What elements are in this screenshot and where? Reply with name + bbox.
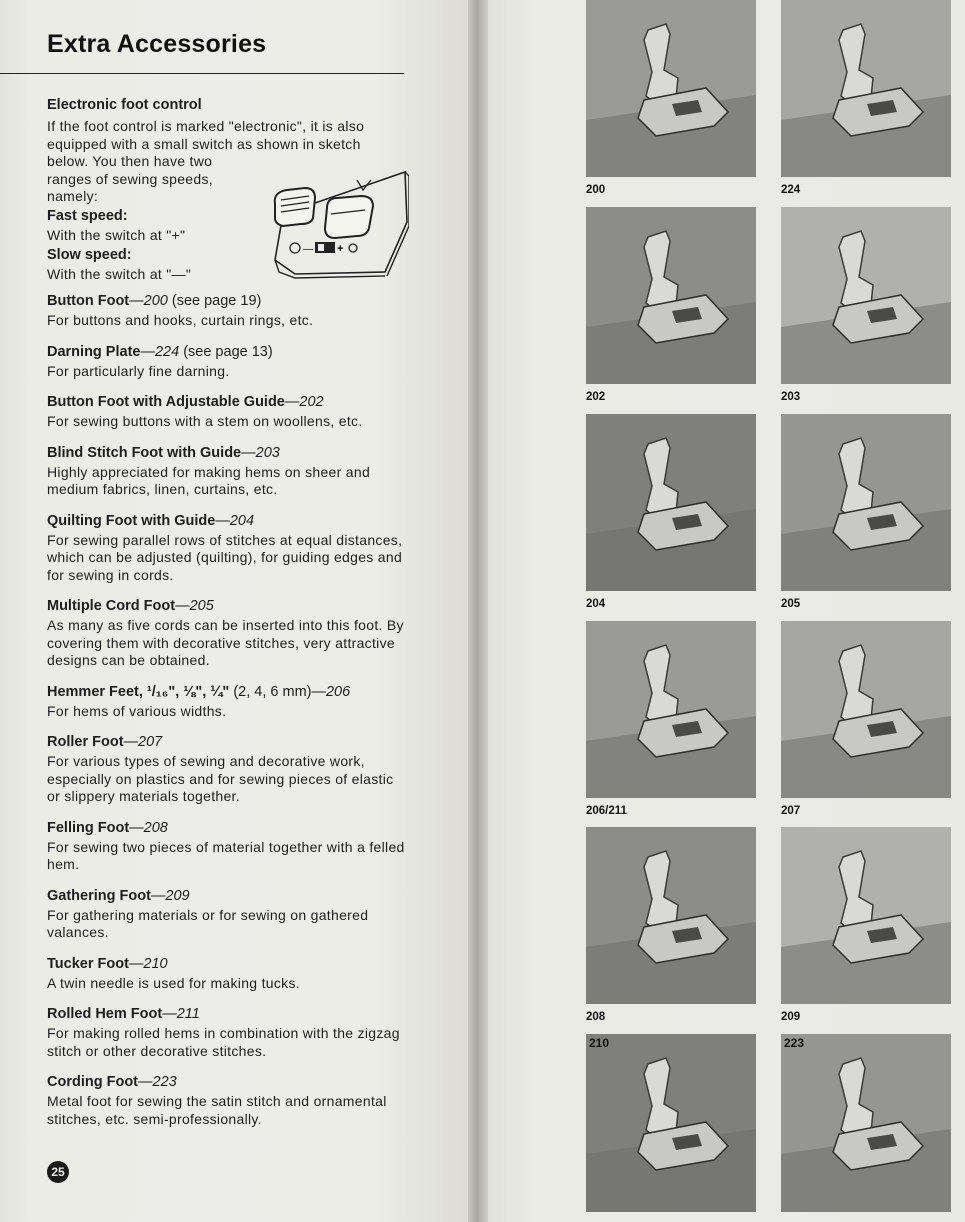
right-page — [488, 0, 965, 1222]
foot-control-sketch — [265, 162, 409, 280]
accessory-name: Cording Foot — [47, 1074, 139, 1090]
accessory-description: For sewing two pieces of material together with a felled hem. — [47, 838, 405, 872]
accessory-number: —205 — [175, 598, 214, 614]
photo-label: 210 — [589, 1036, 610, 1050]
accessory-name: Quilting Foot with Guide — [47, 512, 216, 529]
accessory-heading — [47, 597, 409, 615]
accessory-entry — [47, 955, 409, 993]
accessory-name: Multiple Cord Foot — [47, 598, 176, 614]
page-number: 25 — [47, 1161, 69, 1183]
photo-label: 208 — [586, 1011, 606, 1023]
accessory-photo-tile — [586, 414, 756, 621]
accessory-name: Blind Stitch Foot with Guide — [47, 444, 242, 461]
accessory-number: —200 — [129, 293, 168, 309]
accessory-name: Gathering Foot — [47, 887, 151, 904]
felling-foot-photo — [586, 827, 756, 1004]
fast-speed-label: Fast speed: — [47, 208, 128, 224]
multiple-cord-foot-photo — [781, 414, 951, 591]
accessory-number: —206 — [311, 683, 351, 700]
accessory-entry — [47, 343, 409, 381]
speed-switch — [290, 242, 357, 255]
title-rule — [0, 73, 404, 74]
gathering-foot-photo — [781, 827, 951, 1004]
accessory-photo-tile — [781, 621, 951, 828]
accessory-number: —208 — [129, 819, 168, 836]
accessory-number: —211 — [162, 1006, 200, 1022]
photo-label: 224 — [781, 184, 801, 196]
slow-speed-label: Slow speed: — [47, 247, 132, 263]
accessory-name: Rolled Hem Foot — [47, 1006, 163, 1022]
accessory-description: For particularly fine darning. — [47, 362, 230, 379]
accessory-name: Roller Foot — [47, 734, 124, 750]
electronic-intro-continued: below. You then have two ranges of sewing speeds, namely: — [47, 153, 213, 204]
accessory-note: (see page 19) — [167, 293, 262, 309]
accessory-description: Highly appreciated for making hems on sheer and medium fabrics, linen, curtains, etc. — [47, 463, 371, 497]
roller-foot-photo — [781, 621, 951, 798]
accessory-name: Darning Plate — [47, 343, 141, 360]
accessory-heading — [47, 1073, 409, 1091]
accessory-name: Tucker Foot — [47, 955, 129, 972]
accessory-description: For hems of various widths. — [47, 702, 227, 719]
accessory-entry — [47, 1005, 409, 1060]
accessory-photo-tile — [781, 207, 951, 414]
accessory-entry — [47, 819, 409, 874]
accessory-name: Button Foot with Adjustable Guide — [47, 394, 285, 410]
accessory-description: For gathering materials or for sewing on gathered valances. — [47, 906, 369, 940]
hemmer-foot-photo — [586, 621, 756, 798]
accessory-heading — [47, 292, 409, 310]
accessory-heading — [47, 887, 409, 905]
page-title: Extra Accessories — [47, 30, 267, 58]
accessory-description: As many as five cords can be inserted into this foot. By covering them with decorative stitches, very attractive designs can be obtained. — [47, 617, 404, 668]
accessory-photo-tile — [781, 414, 951, 621]
slow-speed-text: With the switch at "—" — [47, 266, 192, 282]
accessory-photo-tile — [586, 0, 756, 207]
accessory-number: —207 — [123, 734, 163, 750]
accessory-description: For making rolled hems in combination with the zigzag stitch or other decorative stitches. — [47, 1025, 400, 1059]
accessory-entry — [47, 597, 409, 670]
accessory-heading — [47, 1005, 409, 1023]
accessory-entry — [47, 393, 409, 431]
accessory-description: For sewing parallel rows of stitches at equal distances, which can be adjusted (quilting), for guiding edges and for sewing in cords. — [47, 531, 403, 583]
entry-list — [47, 292, 409, 1128]
accessory-heading — [47, 343, 409, 361]
accessory-number: —202 — [284, 394, 324, 410]
photo-label: 206/211 — [586, 805, 627, 817]
accessory-photo-tile — [586, 827, 756, 1034]
accessory-number: —210 — [128, 955, 168, 972]
photo-label: 200 — [586, 184, 606, 196]
accessory-heading — [47, 819, 409, 837]
accessory-entry — [47, 1073, 409, 1128]
left-page — [0, 0, 468, 1222]
accessory-photo-tile — [586, 207, 756, 414]
accessory-photo-tile — [781, 1034, 951, 1222]
accessory-entry — [47, 292, 409, 330]
accessory-description: A twin needle is used for making tucks. — [47, 974, 300, 991]
fast-speed-text: With the switch at "+" — [47, 227, 186, 243]
photo-label: 203 — [781, 391, 801, 403]
accessory-number: —224 — [140, 343, 180, 360]
accessory-heading — [47, 733, 409, 751]
accessory-description: For buttons and hooks, curtain rings, etc. — [47, 312, 314, 328]
accessory-heading — [47, 444, 409, 462]
electronic-intro: If the foot control is marked "electronic", it is also equipped with a small switch as shown in sketch — [47, 118, 365, 152]
accessory-entry — [47, 733, 409, 806]
cording-foot-photo — [781, 1034, 951, 1212]
accessory-number: —203 — [241, 444, 280, 461]
right-pedal-key — [325, 196, 373, 238]
left-pedal-key — [275, 188, 315, 226]
accessory-entry — [47, 444, 409, 499]
accessory-note: (2, 4, 6 mm) — [229, 683, 312, 700]
accessory-heading — [47, 512, 409, 530]
accessory-heading — [47, 393, 409, 411]
quilting-foot-photo — [586, 414, 756, 591]
book-gutter — [468, 0, 488, 1222]
accessory-number: —204 — [215, 512, 255, 529]
accessory-list — [47, 96, 409, 1141]
accessory-photo-tile — [586, 621, 756, 828]
tucker-foot-photo — [586, 1034, 756, 1212]
photo-label: 204 — [586, 598, 606, 610]
accessory-description: For various types of sewing and decorative work, especially on plastics and for sewing pieces of elastic or slippery materials together. — [47, 753, 394, 804]
electronic-heading: Electronic foot control — [47, 97, 202, 113]
accessory-note: (see page 13) — [179, 343, 273, 360]
accessory-photo-tile — [781, 0, 951, 207]
accessory-photo-tile — [586, 1034, 756, 1222]
accessory-name: Button Foot — [47, 293, 130, 309]
button-foot-photo — [586, 0, 756, 177]
switch-plus-mark: + — [337, 243, 344, 255]
photo-label: 205 — [781, 598, 801, 610]
accessory-number: —209 — [150, 887, 190, 904]
accessory-description: For sewing buttons with a stem on woollens, etc. — [47, 413, 363, 429]
electronic-foot-control-section — [47, 96, 409, 280]
accessory-name: Hemmer Feet, ¹/₁₆", ⅛", ¼" — [47, 683, 230, 700]
photo-label: 223 — [784, 1036, 805, 1050]
accessory-heading — [47, 683, 409, 701]
accessory-description: Metal foot for sewing the satin stitch and ornamental stitches, etc. semi-professionally. — [47, 1093, 387, 1127]
accessory-name: Felling Foot — [47, 819, 130, 836]
accessory-entry — [47, 887, 409, 942]
photo-label: 207 — [781, 805, 801, 817]
photo-label: 202 — [586, 391, 606, 403]
switch-minus-mark: — — [303, 244, 313, 255]
accessory-heading — [47, 955, 409, 973]
button-foot-guide-photo — [586, 207, 756, 384]
accessory-entry — [47, 683, 409, 721]
accessory-photo-tile — [781, 827, 951, 1034]
accessory-entry — [47, 512, 409, 585]
blind-stitch-foot-photo — [781, 207, 951, 384]
accessory-number: —223 — [138, 1074, 177, 1090]
photo-label: 209 — [781, 1011, 801, 1023]
darning-plate-photo — [781, 0, 951, 177]
